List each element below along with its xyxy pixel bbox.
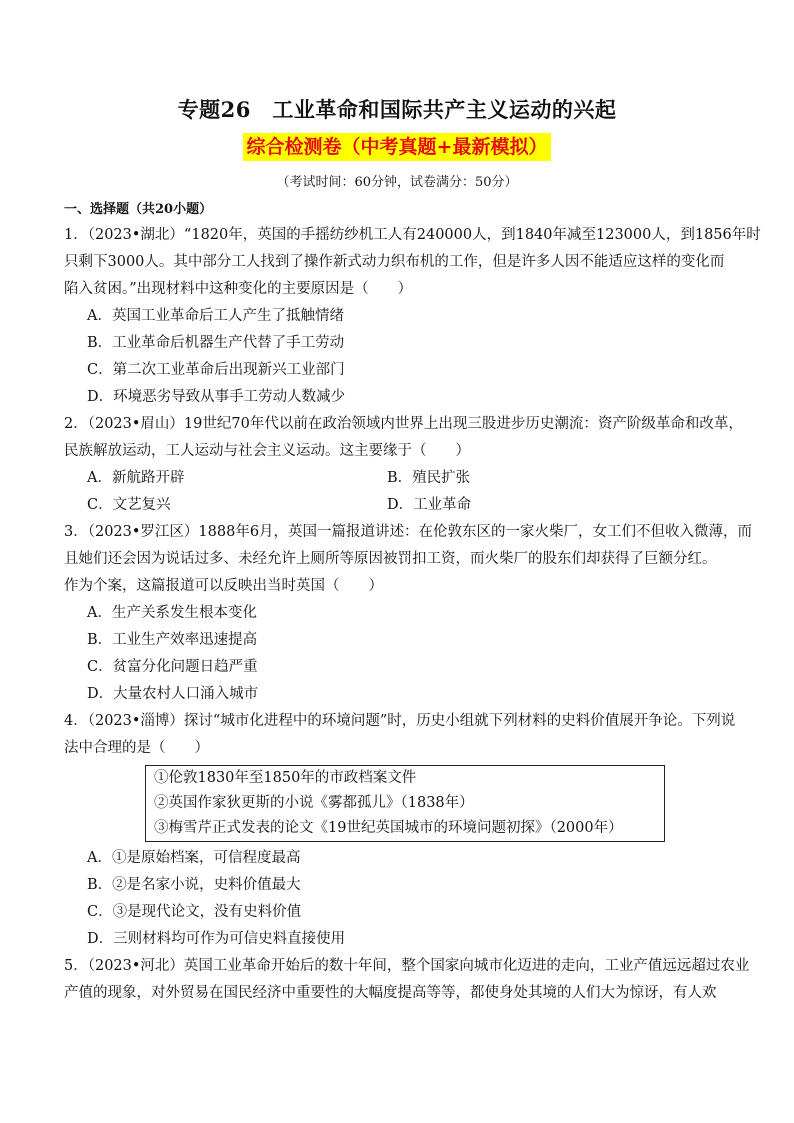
option-row — [64, 492, 730, 519]
option-a: A．生产关系发生根本变化 — [87, 605, 257, 621]
option-d: D．环境恶劣导致从事手工劳动人数减少 — [87, 389, 346, 405]
materials-box — [145, 765, 665, 842]
section-heading: 一、选择题（共20小题） — [64, 202, 213, 217]
option-a: A．英国工业革命后工人产生了抵触情绪 — [87, 308, 344, 324]
question-4 — [64, 708, 736, 953]
material-item: ①伦敦1830年至1850年的市政档案文件 — [154, 770, 417, 786]
material-item: ③梅雪芹正式发表的论文《19世纪英国城市的环境问题初探》（2000年） — [154, 820, 623, 836]
question-text-line: 且她们还会因为说话过多、未经允许上厕所等原因被罚扣工资，而火柴厂的股东们却获得了巨额分红。 — [64, 551, 717, 567]
question-text-line: 3．（2023•罗江区）1888年6月，英国一篇报道讲述：在伦敦东区的一家火柴厂，女工们不但收入微薄，而 — [64, 524, 753, 540]
question-5 — [64, 953, 750, 1007]
option-b: B．工业生产效率迅速提高 — [87, 632, 258, 648]
option-a: A．①是原始档案，可信程度最高 — [87, 850, 301, 866]
material-item: ②英国作家狄更斯的小说《雾都孤儿》（1838年） — [154, 795, 474, 811]
option-d: D．工业革命 — [387, 497, 472, 513]
option-b: B．殖民扩张 — [387, 470, 471, 486]
option-c: C．文艺复兴 — [87, 497, 171, 513]
option-c: C．第二次工业革命后出现新兴工业部门 — [87, 362, 345, 378]
option-row — [64, 465, 730, 492]
document-title: 专题26 工业革命和国际共产主义运动的兴起 — [177, 97, 617, 122]
question-text-line: 2．（2023•眉山）19世纪70年代以前在政治领域内世界上出现三股进步历史潮流：资产阶级革命和改革， — [64, 416, 743, 432]
question-text-line: 法中合理的是（ ） — [64, 740, 209, 756]
question-2 — [64, 411, 743, 519]
option-a: A．新航路开辟 — [87, 470, 185, 486]
exam-info: （考试时间：60分钟，试卷满分：50分） — [276, 175, 518, 190]
question-text-line: 4．（2023•淄博）探讨“城市化进程中的环境问题”时，历史小组就下列材料的史料价值展开争论。下列说 — [64, 713, 736, 729]
question-text-line: 1．（2023•湖北）“1820年，英国的手摇纺纱机工人有240000人，到1840年减至123000人，到1856年时 — [64, 227, 761, 243]
subtitle-wrapper — [0, 133, 794, 161]
question-1 — [64, 222, 761, 411]
question-text-line: 只剩下3000人。其中部分工人找到了操作新式动力织布机的工作，但是许多人因不能适应这样的变化而 — [64, 254, 725, 270]
question-text-line: 陷入贫困。”出现材料中这种变化的主要原因是（ ） — [64, 281, 413, 297]
question-list — [64, 222, 761, 1007]
question-text-line: 5．（2023•河北）英国工业革命开始后的数十年间，整个国家向城市化迈进的走向，工业产值远远超过农业 — [64, 958, 750, 974]
option-b: B．②是名家小说，史料价值最大 — [87, 877, 301, 893]
option-c: C．贫富分化问题日趋严重 — [87, 659, 258, 675]
question-3 — [64, 519, 753, 708]
option-d: D．大量农村人口涌入城市 — [87, 686, 259, 702]
option-d: D．三则材料均可作为可信史料直接使用 — [87, 931, 346, 947]
option-b: B．工业革命后机器生产代替了手工劳动 — [87, 335, 345, 351]
question-text-line: 作为个案，这篇报道可以反映出当时英国（ ） — [64, 578, 383, 594]
option-c: C．③是现代论文，没有史料价值 — [87, 904, 302, 920]
highlighted-subtitle: 综合检测卷（中考真题+最新模拟） — [243, 133, 552, 161]
question-text-line: 民族解放运动，工人运动与社会主义运动。这主要缘于（ ） — [64, 443, 470, 459]
question-text-line: 产值的现象，对外贸易在国民经济中重要性的大幅度提高等等，都使身处其境的人们大为惊讶，有人欢 — [64, 985, 717, 1001]
